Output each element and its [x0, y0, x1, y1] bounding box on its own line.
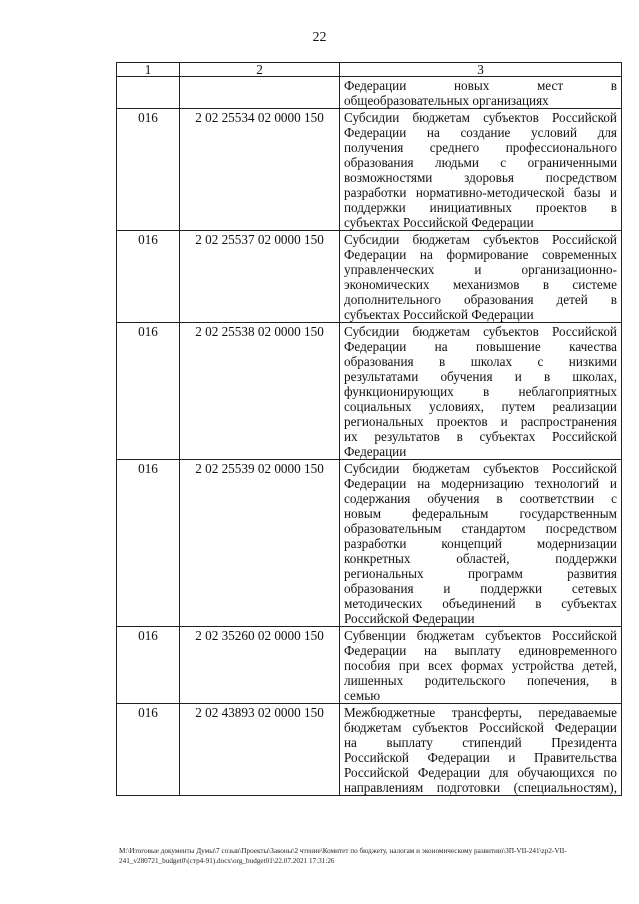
description-line: социальных условиях, путем реализации: [344, 399, 617, 414]
description-line: конкретных областей, поддержки: [344, 551, 617, 566]
description-line: Субвенции бюджетам субъектов Российской: [344, 628, 617, 643]
description-line: направлениям подготовки (специальностям),: [344, 780, 617, 795]
description-line: разработки нормативно-методической базы и: [344, 185, 617, 200]
description-line: Межбюджетные трансферты, передаваемые: [344, 705, 617, 720]
revenue-code-cell: 2 02 43893 02 0000 150: [180, 704, 340, 796]
table-row: [117, 77, 622, 109]
description-line: Российской Федерации для обучающихся по: [344, 765, 617, 780]
description-line: региональных проектов и распространения: [344, 414, 617, 429]
admin-code-cell: [117, 77, 180, 109]
description-line: субъектах Российской Федерации: [344, 307, 534, 322]
description-line: бюджетам субъектов Российской Федерации: [344, 720, 617, 735]
table-row: [117, 460, 622, 627]
revenue-code-cell: 2 02 25534 02 0000 150: [180, 109, 340, 231]
description-line: новым федеральным государственным: [344, 506, 617, 521]
revenue-code-cell: 2 02 25538 02 0000 150: [180, 323, 340, 460]
description-line: дополнительного образования детей в: [344, 292, 617, 307]
description-line: Федерации на модернизацию технологий и: [344, 476, 617, 491]
description-cell: [340, 627, 622, 704]
description-line: разработки концепций модернизации: [344, 536, 617, 551]
budget-table: [116, 62, 622, 796]
description-line: субъектах Российской Федерации: [344, 215, 534, 230]
description-line: Федерации на выплату единовременного: [344, 643, 617, 658]
description-line: управленческих и организационно-: [344, 262, 617, 277]
description-line: Субсидии бюджетам субъектов Российской: [344, 324, 617, 339]
revenue-code-cell: 2 02 25537 02 0000 150: [180, 231, 340, 323]
description-line: поддержки инициативных проектов в: [344, 200, 617, 215]
table-body: [117, 77, 622, 796]
description-line: Федерации на создание условий для: [344, 125, 617, 140]
description-line: экономических механизмов в системе: [344, 277, 617, 292]
description-line: образования и поддержки сетевых: [344, 581, 617, 596]
description-line: на выплату стипендий Президента: [344, 735, 617, 750]
admin-code-cell: 016: [117, 231, 180, 323]
description-line: лишенных родительского попечения, в: [344, 673, 617, 688]
description-line: региональных программ развития: [344, 566, 617, 581]
description-line: Федерации на повышение качества: [344, 339, 617, 354]
description-line: Российской Федерации: [344, 611, 475, 626]
description-line: методических объединений в субъектах: [344, 596, 617, 611]
description-line: образования в школах с низкими: [344, 354, 617, 369]
table-row: [117, 231, 622, 323]
table-row: [117, 109, 622, 231]
description-line: функционирующих в неблагоприятных: [344, 384, 617, 399]
description-line: содержания обучения в соответствии с: [344, 491, 617, 506]
admin-code-cell: 016: [117, 323, 180, 460]
table-row: [117, 627, 622, 704]
description-cell: [340, 231, 622, 323]
footer-line-1: М:\Итоговые документы Думы\7 созыв\Проекты\Законы\2 чтение\Комитет по бюджету, налогам и экономическому развитию\ЗП-VII-241\zp2-VII-: [119, 847, 567, 855]
page-number: 22: [312, 30, 327, 45]
table-row: [117, 704, 622, 796]
description-line: получения среднего профессионального: [344, 140, 617, 155]
description-line: Субсидии бюджетам субъектов Российской: [344, 461, 617, 476]
description-line: возможностями здоровья посредством: [344, 170, 617, 185]
description-line: образования людьми с ограниченными: [344, 155, 617, 170]
description-line: Федерации на формирование современных: [344, 247, 617, 262]
header-col-2: 2: [180, 63, 340, 77]
description-line: Субсидии бюджетам субъектов Российской: [344, 110, 617, 125]
revenue-code-cell: [180, 77, 340, 109]
description-line: их результатов в субъектах Российской: [344, 429, 617, 444]
description-line: общеобразовательных организациях: [344, 93, 549, 108]
document-path-footer: [119, 846, 624, 866]
header-col-3: 3: [340, 63, 622, 77]
admin-code-cell: 016: [117, 460, 180, 627]
description-line: семью: [344, 688, 381, 703]
header-col-1: 1: [117, 63, 180, 77]
description-cell: [340, 77, 622, 109]
description-cell: [340, 109, 622, 231]
description-cell: [340, 460, 622, 627]
table-row: [117, 323, 622, 460]
description-line: образовательным стандартом посредством: [344, 521, 617, 536]
description-line: Федерации новых мест в: [344, 78, 617, 93]
header-row: [117, 63, 622, 77]
description-line: результатами обучения и в школах,: [344, 369, 617, 384]
description-cell: [340, 323, 622, 460]
description-line: пособия при всех формах устройства детей,: [344, 658, 617, 673]
description-cell: [340, 704, 622, 796]
description-line: Российской Федерации и Правительства: [344, 750, 617, 765]
admin-code-cell: 016: [117, 109, 180, 231]
revenue-code-cell: 2 02 35260 02 0000 150: [180, 627, 340, 704]
admin-code-cell: 016: [117, 704, 180, 796]
revenue-code-cell: 2 02 25539 02 0000 150: [180, 460, 340, 627]
footer-line-2: 241_v280721_budget0\(стр4-91).docx\org_budget01\22.07.2021 17:31:26: [119, 857, 335, 865]
admin-code-cell: 016: [117, 627, 180, 704]
description-line: Федерации: [344, 444, 407, 459]
description-line: Субсидии бюджетам субъектов Российской: [344, 232, 617, 247]
